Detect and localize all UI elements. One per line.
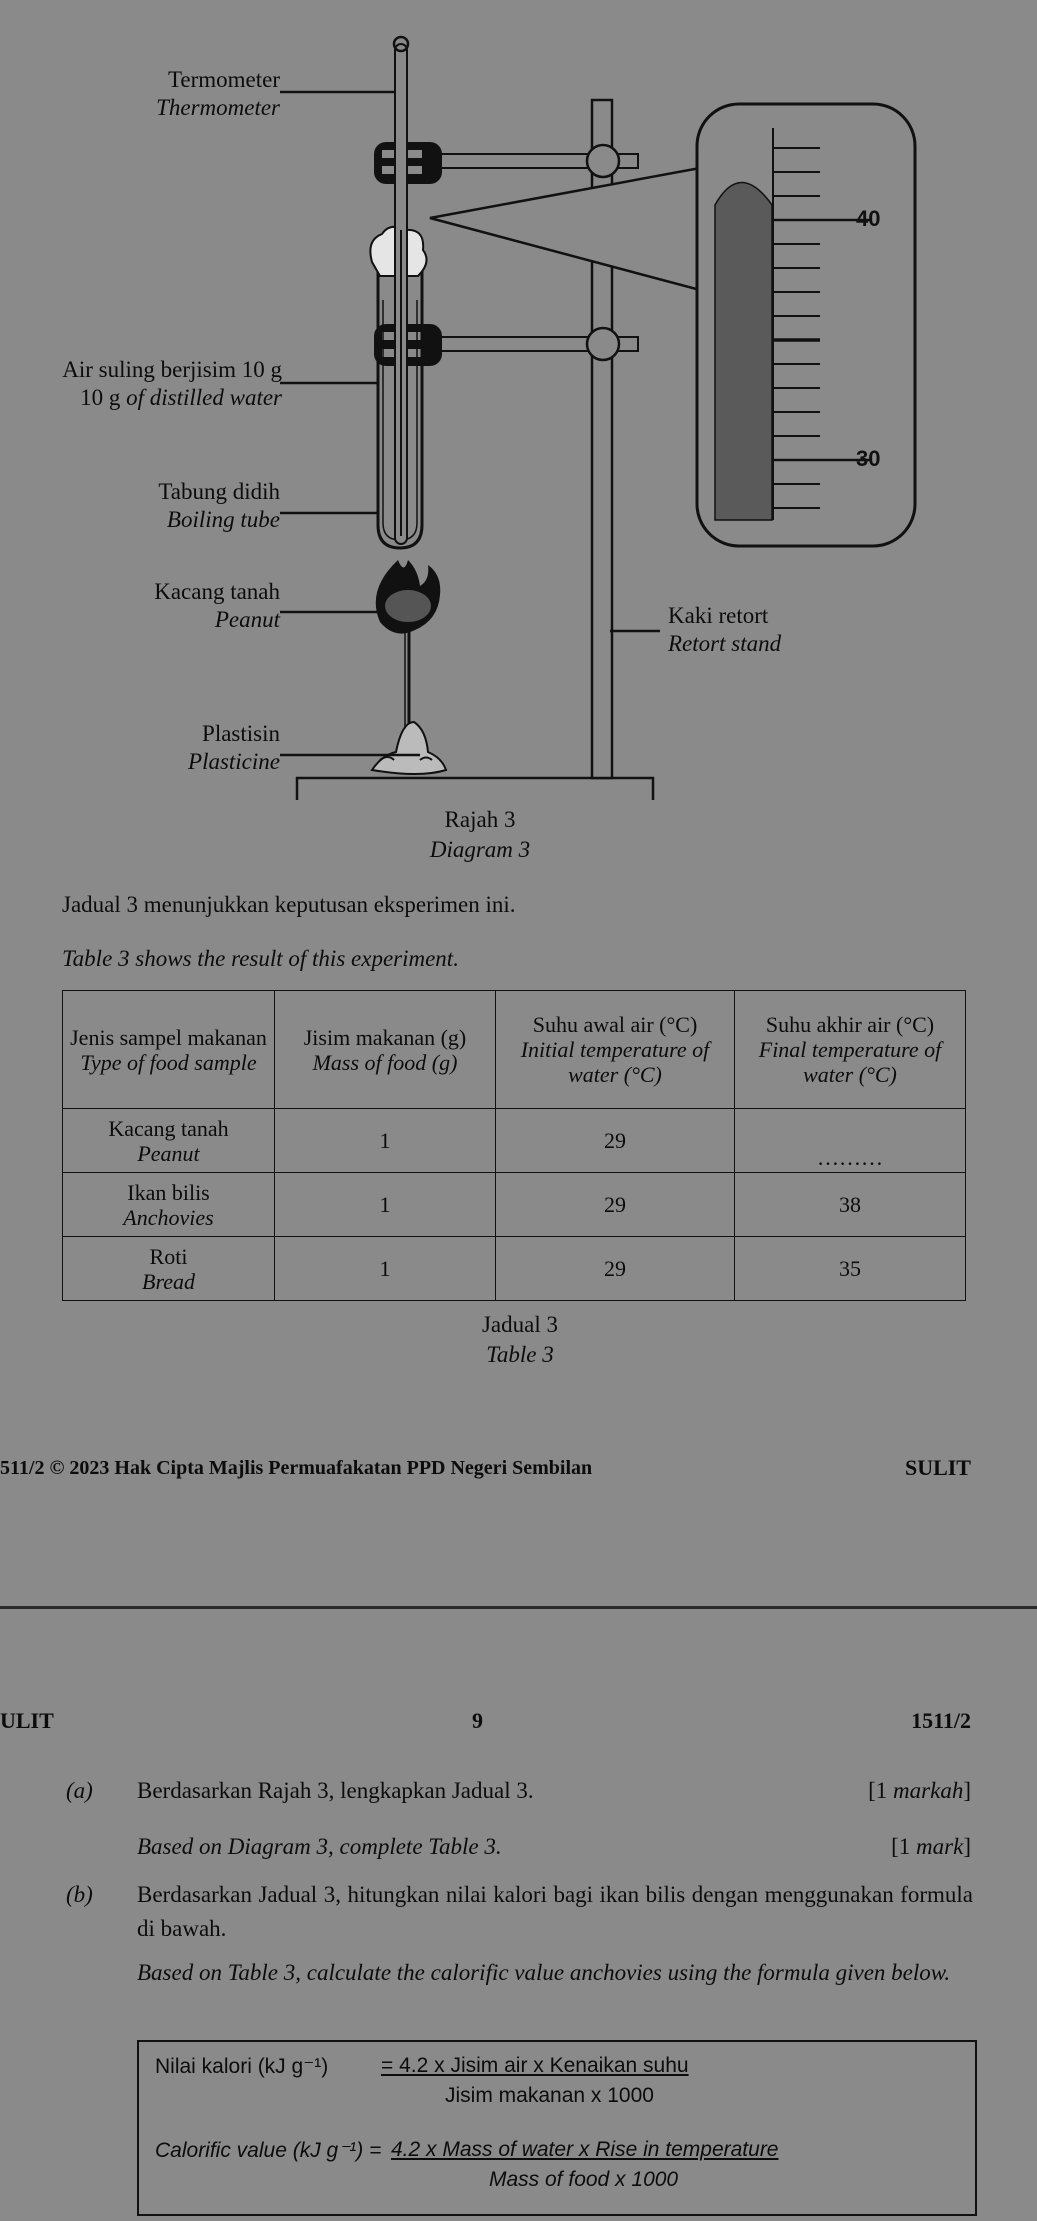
boiling-tube-label-en: Boiling tube: [166, 507, 280, 532]
page-number: 9: [472, 1708, 483, 1733]
formula-ms-denominator: Jisim makanan x 1000: [445, 2084, 654, 2107]
peanut-label-en: Peanut: [214, 607, 280, 632]
question-a-mark-ms: [1 markah]: [868, 1778, 971, 1803]
plasticine: [372, 722, 446, 774]
question-b-ms: Berdasarkan Jadual 3, hitungkan nilai kalori bagi ikan bilis dengan menggunakan formula di bawah.: [137, 1882, 973, 1941]
retort-stand-label-en: Retort stand: [668, 631, 782, 656]
final-cell: 38: [735, 1173, 966, 1237]
diagram-caption-en: Diagram 3: [429, 837, 531, 862]
water-label-ms: Air suling berjisim 10 g: [62, 357, 282, 382]
plasticine-label-en: Plasticine: [188, 749, 280, 774]
peanut-label-ms: Kacang tanah: [154, 579, 280, 604]
table-caption: [420, 1310, 620, 1370]
question-a-mark-en: [1 mark]: [891, 1834, 971, 1859]
page-divider: [0, 1606, 1037, 1609]
final-cell: 35: [735, 1237, 966, 1301]
food-cell: Roti Bread: [63, 1237, 275, 1301]
question-b-label: (b): [66, 1882, 93, 1907]
formula-ms-lhs: Nilai kalori (kJ g⁻¹): [155, 2055, 329, 2078]
plasticine-label-ms: Plastisin: [202, 721, 280, 746]
table-intro-ms: Jadual 3 menunjukkan keputusan eksperimen ini.: [62, 892, 516, 917]
header-final: Suhu akhir air (°C) Final temperature of water (°C): [735, 991, 966, 1109]
table-caption-ms: Jadual 3: [481, 1312, 558, 1337]
food-cell: Kacang tanah Peanut: [63, 1109, 275, 1173]
food-cell: Ikan bilis Anchovies: [63, 1173, 275, 1237]
table-row: [63, 1237, 966, 1301]
table-row: [63, 1173, 966, 1237]
table-caption-en: Table 3: [486, 1342, 554, 1367]
page-header-left: ULIT: [0, 1708, 54, 1733]
thermometer-label: [60, 66, 280, 122]
retort-base: [297, 778, 653, 800]
final-answer-cell[interactable]: ………: [735, 1109, 966, 1173]
upper-boss-head: [587, 145, 619, 177]
formula-en-numerator: 4.2 x Mass of water x Rise in temperature: [391, 2138, 779, 2161]
header-initial: Suhu awal air (°C) Initial temperature of water (°C): [496, 991, 735, 1109]
initial-cell: 29: [496, 1173, 735, 1237]
mass-cell: 1: [275, 1173, 496, 1237]
retort-stand-label-ms: Kaki retort: [668, 603, 769, 628]
diagram-caption: [380, 805, 580, 865]
copyright-footer: 511/2 © 2023 Hak Cipta Majlis Permuafakatan PPD Negeri Sembilan: [0, 1457, 593, 1479]
question-a-label: (a): [66, 1778, 93, 1803]
water-label: [0, 356, 282, 412]
peanut: [384, 589, 432, 623]
question-a-ms: Berdasarkan Rajah 3, lengkapkan Jadual 3.: [137, 1778, 534, 1803]
formula-box: [137, 2040, 977, 2216]
peanut-label: [60, 578, 280, 634]
mass-cell: 1: [275, 1237, 496, 1301]
table-header-row: [63, 991, 966, 1109]
table-row: [63, 1109, 966, 1173]
scale-label-30: 30: [856, 446, 881, 471]
thermometer-label-ms: Termometer: [167, 67, 280, 92]
lower-boss-head: [587, 328, 619, 360]
water-label-en: 10 g of distilled water: [80, 385, 282, 410]
scale-label-40: 40: [856, 206, 881, 231]
mercury-column: [715, 183, 772, 521]
initial-cell: 29: [496, 1237, 735, 1301]
formula-en-lhs: Calorific value (kJ g⁻¹) =: [155, 2139, 382, 2162]
results-table: [62, 990, 966, 1301]
table-intro-en: Table 3 shows the result of this experiment.: [62, 946, 459, 971]
boiling-tube-label-ms: Tabung didih: [158, 479, 280, 504]
boiling-tube-label: [60, 478, 280, 534]
plasticine-label: [60, 720, 280, 776]
initial-cell: 29: [496, 1109, 735, 1173]
header-type: Jenis sampel makanan Type of food sample: [63, 991, 275, 1109]
question-b-en: Based on Table 3, calculate the calorific value anchovies using the formula given below.: [137, 1960, 951, 1985]
thermometer-label-en: Thermometer: [156, 95, 280, 120]
formula-ms-numerator: = 4.2 x Jisim air x Kenaikan suhu: [381, 2054, 689, 2077]
retort-stand-label: [668, 602, 888, 658]
sulit-footer: SULIT: [904, 1455, 971, 1480]
paper-code: 1511/2: [911, 1708, 971, 1733]
formula-en-denominator: Mass of food x 1000: [489, 2168, 679, 2191]
header-mass: Jisim makanan (g) Mass of food (g): [275, 991, 496, 1109]
mass-cell: 1: [275, 1109, 496, 1173]
question-a-en: Based on Diagram 3, complete Table 3.: [137, 1834, 502, 1859]
diagram-caption-ms: Rajah 3: [444, 807, 516, 832]
